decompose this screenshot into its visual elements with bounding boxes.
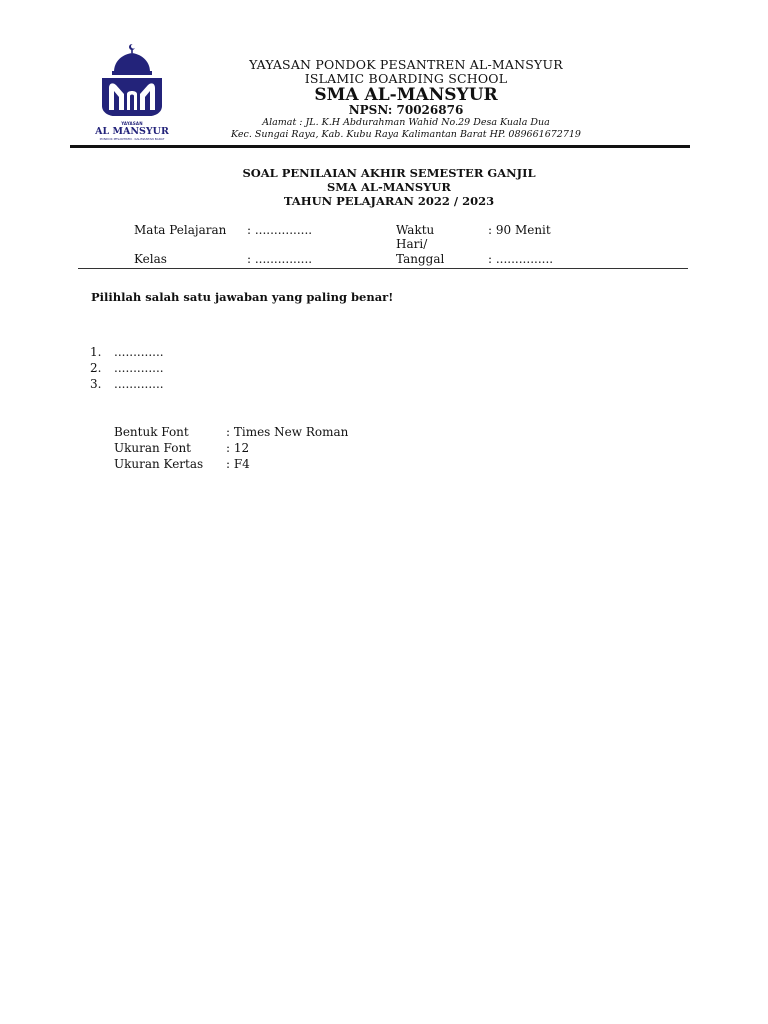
logo-name-text: AL MANSYUR — [95, 126, 169, 137]
school-type: ISLAMIC BOARDING SCHOOL — [304, 71, 508, 86]
spec-row-font-size — [114, 441, 249, 455]
question-text: ............. — [114, 361, 164, 375]
day-label: Hari/ — [396, 237, 428, 251]
class-label: Kelas — [134, 252, 167, 266]
question-text: ............. — [114, 345, 164, 359]
letterhead-divider — [70, 145, 690, 148]
exam-title-line-2: SMA AL-MANSYUR — [326, 180, 451, 194]
subject-value: : ............... — [247, 223, 313, 237]
school-name: SMA AL-MANSYUR — [314, 85, 498, 105]
spec-key: Ukuran Font — [114, 441, 191, 455]
date-value: : ............... — [488, 252, 554, 266]
instruction-text: Pilihlah salah satu jawaban yang paling benar! — [91, 290, 394, 304]
fields-divider — [78, 268, 688, 269]
spec-row-font-family — [114, 425, 348, 439]
exam-title-line-1: SOAL PENILAIAN AKHIR SEMESTER GANJIL — [242, 166, 536, 180]
school-logo — [96, 42, 168, 140]
question-number: 2. — [90, 361, 102, 375]
spec-key: Bentuk Font — [114, 425, 189, 439]
class-value: : ............... — [247, 252, 313, 266]
question-item — [90, 345, 164, 359]
spec-value: : 12 — [226, 441, 250, 455]
spec-key: Ukuran Kertas — [114, 457, 204, 471]
question-number: 1. — [90, 345, 102, 359]
spec-row-paper-size — [114, 457, 250, 471]
exam-title-line-3: TAHUN PELAJARAN 2022 / 2023 — [283, 194, 495, 208]
question-text: ............. — [114, 377, 164, 391]
question-number: 3. — [90, 377, 102, 391]
address-line-2: Kec. Sungai Raya, Kab. Kubu Raya Kalimantan Barat HP. 089661672719 — [231, 129, 581, 140]
spec-value: : F4 — [226, 457, 250, 471]
question-item — [90, 361, 164, 375]
foundation-name: YAYASAN PONDOK PESANTREN AL-MANSYUR — [249, 57, 563, 72]
time-label: Waktu — [396, 223, 435, 237]
address-line-1: Alamat : JL. K.H Abdurahman Wahid No.29 Desa Kuala Dua — [262, 117, 550, 128]
mosque-logo-icon — [96, 42, 168, 122]
spec-value: : Times New Roman — [226, 425, 349, 439]
question-item — [90, 377, 164, 391]
logo-small-text: YAYASAN — [121, 121, 143, 126]
logo-tagline: PONDOK PESANTREN · KALIMANTAN BARAT — [99, 137, 165, 141]
subject-label: Mata Pelajaran — [134, 223, 227, 237]
time-value: : 90 Menit — [488, 223, 551, 237]
date-label: Tanggal — [396, 252, 445, 266]
school-npsn: NPSN: 70026876 — [348, 103, 464, 117]
